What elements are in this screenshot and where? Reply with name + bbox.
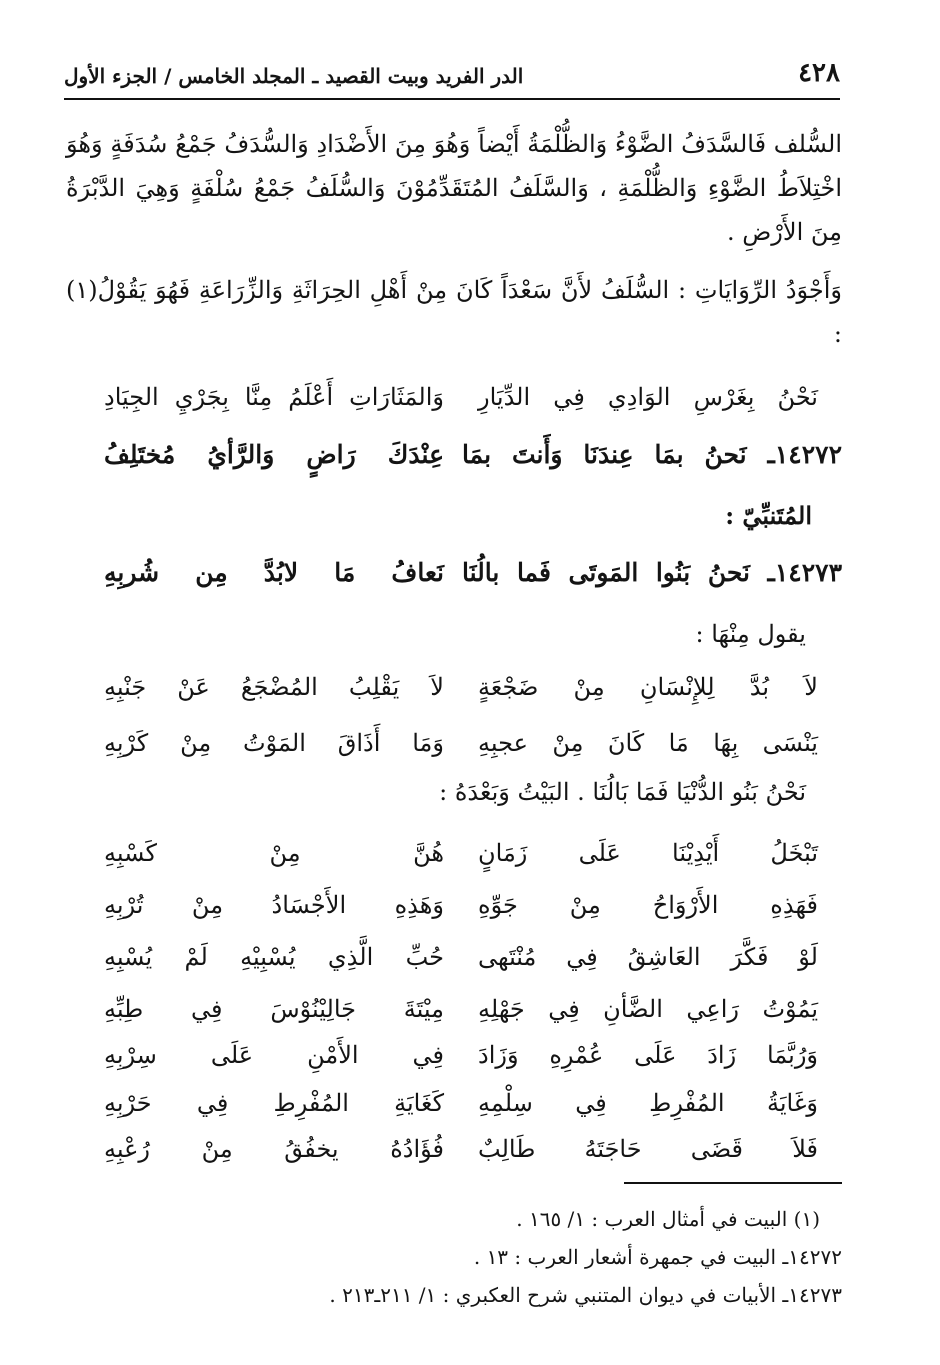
verse-second-hemistich: وَمَا أَذَاقَ المَوْتُ مِنْ كَرْبِهِ bbox=[104, 729, 444, 757]
verse-second-hemistich: حُبِّ الَّذِي يُسْبِيْهِ لَمْ يُسْبِهِ bbox=[104, 943, 444, 971]
verse-7 bbox=[66, 880, 842, 930]
verse-14273 bbox=[66, 548, 842, 598]
footnote-14273: ١٤٢٧٣ـ الأبيات في ديوان المتنبي شرح العكبري : ١/ ٢١١ـ٢١٣ . bbox=[329, 1283, 842, 1307]
footnote-1: (١) البيت في أمثال العرب : ١/ ١٦٥ . bbox=[516, 1207, 820, 1231]
poet-label: المُتَنبِّيّ : bbox=[725, 501, 812, 530]
verse-second-hemistich: عِنْدَكَ رَاضٍ وَالرَّأيُ مُختَلِفُ bbox=[104, 440, 444, 469]
verse-second-hemistich: فُؤَادُهُ يخفُقُ مِنْ رُعْبِهِ bbox=[104, 1135, 444, 1163]
verse-second-hemistich: نَعافُ مَا لابُدَّ مِن شُربِهِ bbox=[104, 558, 444, 587]
verse-second-hemistich: وَهَذِهِ الأَجْسَادُ مِنْ تُرْبِهِ bbox=[104, 891, 444, 919]
verse-first-hemistich: لَوْ فَكَّرَ العَاشِقُ فِي مُنْتَهى bbox=[478, 943, 818, 971]
verse-second-hemistich: فِي الأَمْنِ عَلَى سِرْبِهِ bbox=[104, 1041, 444, 1069]
verse-second-hemistich: كَغَايَةِ المُفْرِطِ فِي حَرْبِهِ bbox=[104, 1089, 444, 1117]
intro-label-2: نَحْنُ بَنُو الدُّنْيَا فَمَا بَالُنَا . البَيْتُ وَبَعْدَهُ : bbox=[439, 778, 806, 806]
verse-second-hemistich: هُنَّ مِنْ كَسْبِهِ bbox=[104, 839, 444, 867]
verse-first-hemistich: فَلاَ قَضَى حَاجَتَهُ طَالِبٌ bbox=[478, 1135, 818, 1163]
verse-first-hemistich: ١٤٢٧٢ـ نَحنُ بمَا عِندَنَا وَأَنتَ بمَا bbox=[462, 440, 842, 469]
verse-12 bbox=[66, 1124, 842, 1174]
intro-label: يقول مِنْهَا : bbox=[695, 620, 806, 648]
verse-1 bbox=[66, 372, 842, 422]
verse-first-hemistich: يَمُوْتُ رَاعِي الضَّأنِ فِي جَهْلِهِ bbox=[478, 995, 818, 1023]
verse-14272 bbox=[66, 430, 842, 480]
verse-first-hemistich: وَرُبَّمَا زَادَ عَلَى عُمْرِهِ وَزَادَ bbox=[478, 1041, 818, 1069]
verse-first-hemistich: تَبْخَلُ أَيْدِيْنَا عَلَى زَمَانٍ bbox=[478, 839, 818, 867]
verse-11 bbox=[66, 1078, 842, 1128]
running-title: الدر الفريد وبيت القصيد ـ المجلد الخامس / الجزء الأول bbox=[64, 64, 524, 88]
verse-second-hemistich: مِيْتَةَ جَالِيْنُوْسَ فِي طِبِّهِ bbox=[104, 995, 444, 1023]
verse-first-hemistich: ١٤٢٧٣ـ نَحنُ بَنُوا المَوتَى فَما بالُنَا bbox=[462, 558, 842, 587]
verse-5 bbox=[66, 718, 842, 768]
verse-8 bbox=[66, 932, 842, 982]
footnote-divider bbox=[624, 1182, 842, 1184]
paragraph-2: وَأَجْوَدُ الرِّوَايَاتِ : السُّلَفُ لأَنَّ سَعْدَاً كَانَ مِنْ أَهْلِ الحِرَاثَةِ وَالزِّرَاعَةِ فَهُوَ يَقُوْلُ(١) : bbox=[66, 276, 842, 348]
verse-6 bbox=[66, 828, 842, 878]
verse-9 bbox=[66, 984, 842, 1034]
verse-first-hemistich: فَهَذِهِ الأَرْوَاحُ مِنْ جَوِّهِ bbox=[478, 891, 818, 919]
verse-first-hemistich: لاَ بُدَّ لِلإِنْسَانِ مِنْ ضَجْعَةٍ bbox=[478, 673, 818, 701]
verse-4 bbox=[66, 662, 842, 712]
verse-10 bbox=[66, 1030, 842, 1080]
paragraph-1: السُّلف فَالسَّدَفُ الضَّوْءُ وَالظُّلْمَةُ أَيْضاً وَهُوَ مِنَ الأَضْدَادِ وَالسُّدَفُ جَمْعُ سُدَفَةٍ وَهُوَ اخْتِلاَطُ الضَّوْءِ وَالظُّلْمَةِ ، وَالسَّلَفُ المُتَقَدِّمُوْنَ وَالسُّلَفُ جَمْعُ سُلْفَةٍ وَهِيَ الدَّبْرَةُ مِنَ الأَرْضِ . bbox=[66, 130, 842, 246]
verse-first-hemistich: وَغَايَةُ المُفْرِطِ فِي سِلْمِهِ bbox=[478, 1089, 818, 1117]
verse-first-hemistich: يَنْسَى بِهَا مَا كَانَ مِنْ عجبِهِ bbox=[478, 729, 818, 757]
footnotes bbox=[66, 1200, 842, 1314]
verse-second-hemistich: لاَ يَقْلِبُ المُضْجَعُ عَنْ جَنْبِهِ bbox=[104, 673, 444, 701]
verse-first-hemistich: نَحْنُ بِغَرْسِ الوَادِي فِي الدِّيَارِ bbox=[478, 383, 818, 411]
page-header bbox=[64, 58, 840, 100]
footnote-14272: ١٤٢٧٢ـ البيت في جمهرة أشعار العرب : ١٣ . bbox=[473, 1245, 842, 1269]
page-number: ٤٢٨ bbox=[798, 58, 840, 88]
verse-second-hemistich: وَالمَثَارَاتِ أَعْلَمُ مِنَّا بِجَرْيِ الجِيَادِ bbox=[104, 383, 444, 411]
